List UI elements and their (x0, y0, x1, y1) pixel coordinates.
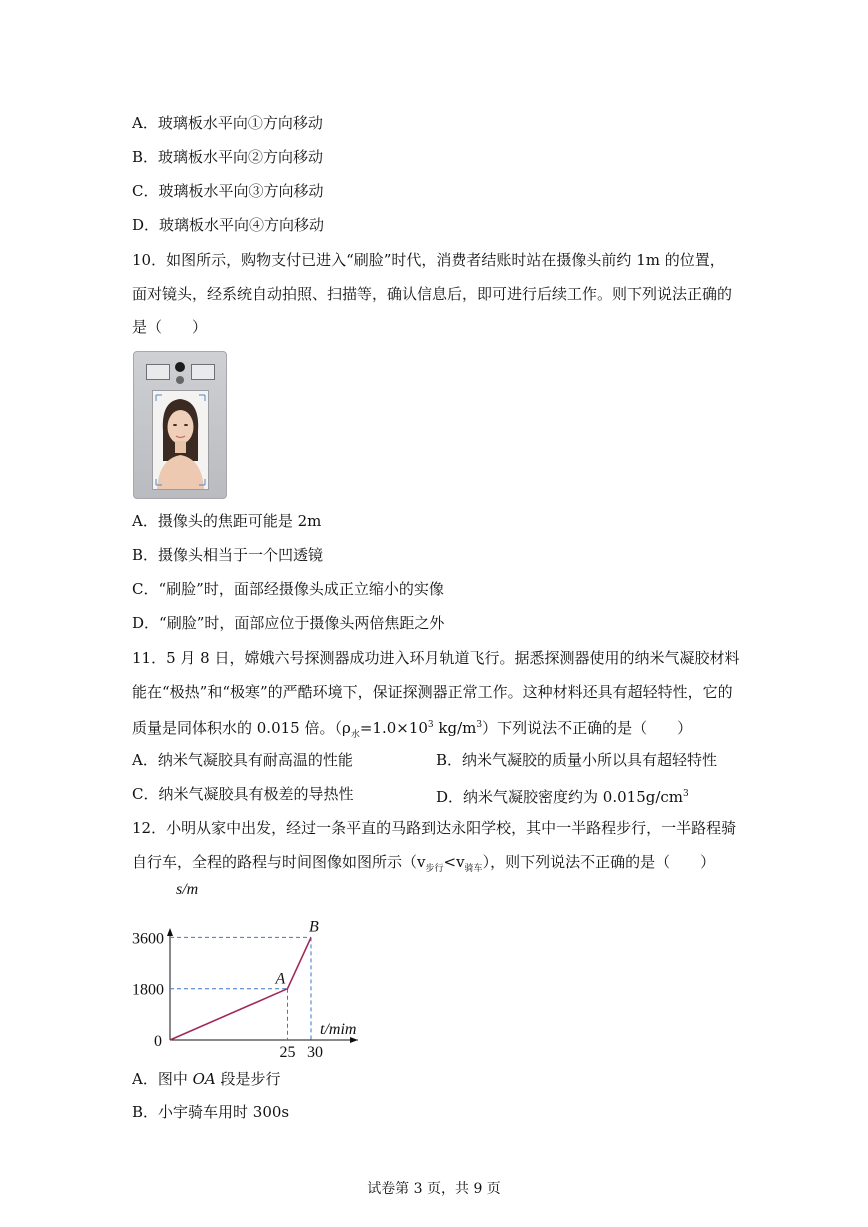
q11-stem-line2: 能在“极热”和“极寒”的严酷环境下，保证探测器正常工作。这种材料还具有超轻特性，它的 (132, 683, 733, 701)
q12-option-b: B．小宇骑车用时 300s (132, 1103, 290, 1121)
device-right-window (191, 364, 215, 380)
q10-option-a: A．摄像头的焦距可能是 2m (132, 512, 322, 530)
q11-option-a: A．纳米气凝胶具有耐高温的性能 (132, 751, 353, 769)
y-tick-label-0: 1800 (132, 981, 164, 999)
page-footer: 试卷第 3 页，共 9 页 (367, 1181, 501, 1197)
x-tick-label-1: 30 (307, 1044, 323, 1061)
distance-time-chart (132, 880, 380, 1061)
face-portrait-icon (153, 391, 208, 489)
sensor-icon (176, 376, 184, 384)
y-axis-label: s/m (176, 881, 199, 898)
q11-option-b: B．纳米气凝胶的质量小所以具有超轻特性 (436, 751, 718, 769)
q11-stem-line3: 质量是同体积水的 0.015 倍。（$\rho_水=1.0\times 10^3$ $kg/m^3$）下列说法不正确的是（ ） (132, 719, 693, 740)
y-axis-arrow (167, 928, 173, 936)
q10-stem-line2: 面对镜头，经系统自动拍照、扫描等，确认信息后，即可进行后续工作。则下列说法正确的 (132, 285, 733, 303)
q9-option-b: B．玻璃板水平向②方向移动 (132, 148, 324, 166)
x-axis-label: t/mim (320, 1021, 357, 1038)
camera-lens-icon (175, 362, 185, 372)
face-scan-device-image (133, 351, 227, 499)
origin-label: 0 (154, 1033, 162, 1050)
q12-stem-line1: 12．小明从家中出发，经过一条平直的马路到达永阳学校，其中一半路程步行，一半路程骑 (132, 819, 737, 837)
q12-option-a: A．图中 OA 段是步行 (132, 1070, 281, 1088)
y-tick-label-1: 3600 (132, 930, 164, 948)
q10-option-c: C．“刷脸”时，面部经摄像头成正立缩小的实像 (132, 580, 444, 598)
q12-stem-line2: 自行车，全程的路程与时间图像如图所示$(v_{步行}<v_{骑车})$，则下列说法不正确的是（ ） (132, 853, 716, 874)
q9-option-c: C．玻璃板水平向③方向移动 (132, 182, 324, 200)
device-screen (152, 390, 209, 490)
point-label-a: A (275, 970, 286, 988)
device-left-window (146, 364, 170, 380)
q10-stem-line1: 10．如图所示，购物支付已进入“刷脸”时代，消费者结账时站在摄像头前约 1m 的位置， (132, 251, 725, 269)
q9-option-a: A．玻璃板水平向①方向移动 (132, 114, 323, 132)
x-tick-label-0: 25 (279, 1044, 296, 1061)
q11-option-d: D．纳米气凝胶密度约为 $0.015g/cm^3$ (436, 788, 689, 806)
q11-stem-line1: 11．5 月 8 日，嫦娥六号探测器成功进入环月轨道飞行。据悉探测器使用的纳米气凝胶材料 (132, 649, 740, 667)
q10-option-b: B．摄像头相当于一个凹透镜 (132, 546, 324, 564)
q10-option-d: D．“刷脸”时，面部应位于摄像头两倍焦距之外 (132, 614, 445, 632)
point-label-b: B (309, 918, 319, 936)
q11-option-c: C．纳米气凝胶具有极差的导热性 (132, 785, 354, 803)
q9-option-d: D．玻璃板水平向④方向移动 (132, 216, 325, 234)
q10-stem-line3: 是（ ） (132, 318, 208, 336)
